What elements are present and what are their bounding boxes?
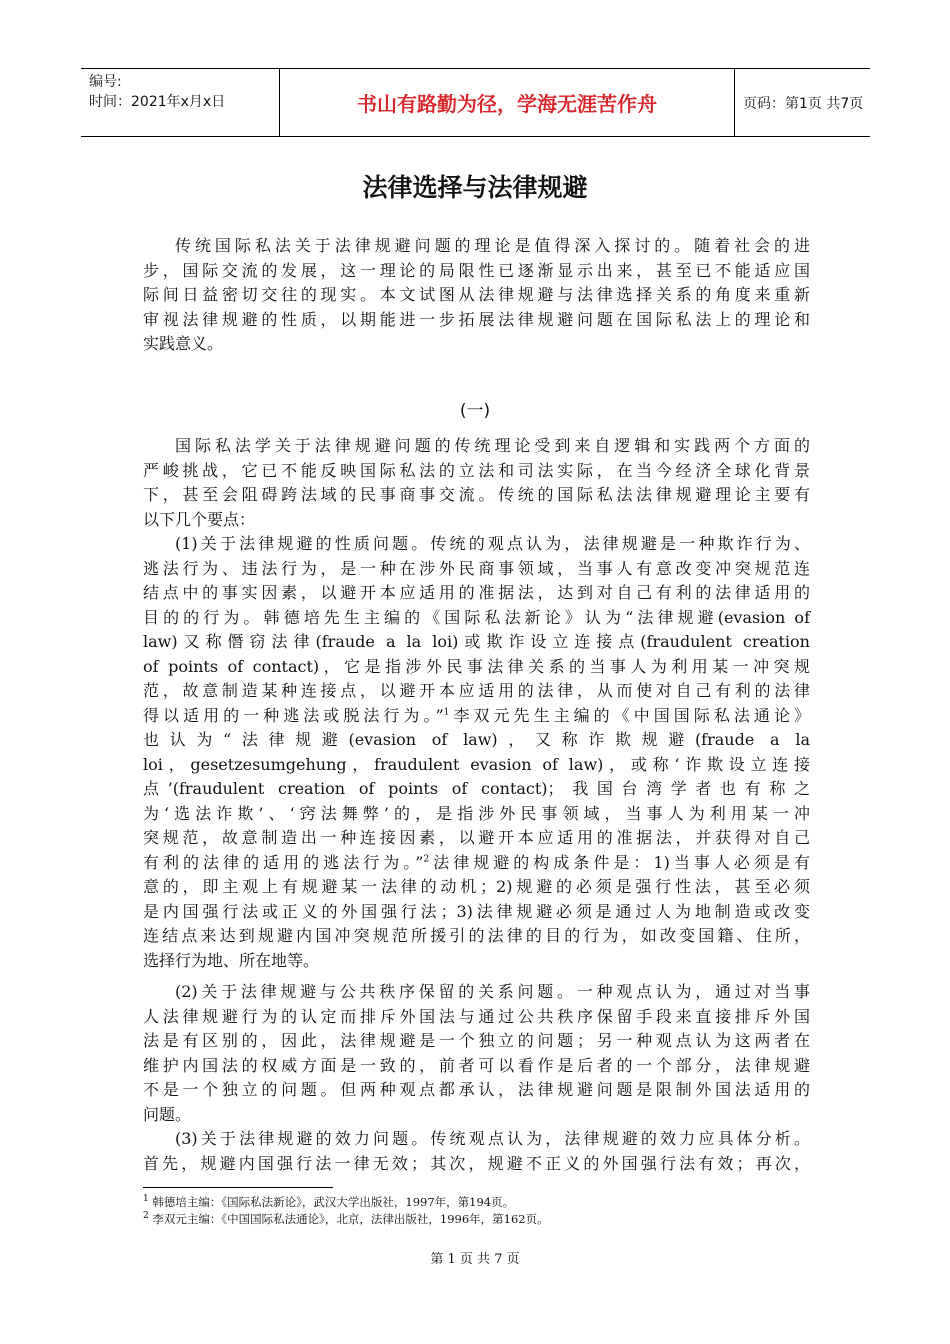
footnote-divider [143,1187,333,1188]
text-span: 得以适用的一种逃法或脱法行为。” [143,705,444,725]
document-title: 法律选择与法律规避 [362,173,588,202]
text-line: 是内国强行法或正义的外国强行法；3)法律规避必须是通过人为地制造或改变 [143,901,810,921]
text-span: 李双元先生主编的《中国国际私法通论》 [449,705,810,725]
text-line: 逃法行为、违法行为，是一种在涉外民商事领域，当事人有意改变冲突规范连 [143,558,810,578]
header-page-info: 页码：第1页 共7页 [743,95,864,112]
text-line: 也认为“法律规避(evasion of law)，又称诈欺规避(fraude a la [143,730,810,749]
text-line: 人法律规避行为的认定而排斥外国法与通过公共秩序保留手段来直接排斥外国 [143,1006,810,1026]
text-line: 以下几个要点： [143,509,256,529]
text-line: 法是有区别的，因此，法律规避是一个独立的问题；另一种观点认为这两者在 [143,1031,810,1050]
text-line: 意的，即主观上有规避某一法律的动机；2)规避的必须是强行性法，甚至必须 [143,877,810,896]
footnote-1 [143,1195,514,1210]
text-line: 不是一个独立的问题。但两种观点都承认，法律规避问题是限制外国法适用的 [143,1080,810,1099]
text-line-with-note [143,851,810,876]
text-line-with-note [143,704,810,729]
intro-paragraph [143,234,810,357]
text-line: (1)关于法律规避的性质问题。传统的观点认为，法律规避是一种欺诈行为、 [175,534,810,553]
footnote-ref-1: 1 [443,707,450,718]
page-footer: 第 1 页 共 7 页 [430,1252,520,1267]
paragraph-1 [143,434,810,532]
paragraph-2 [143,532,810,973]
text-line: 目的的行为。韩德培先生主编的《国际私法新论》认为“法律规避(evasion of [143,607,810,627]
text-line: 严峻挑战，它已不能反映国际私法的立法和司法实际，在当今经济全球化背景 [143,460,810,480]
text-line: 维护内国法的权威方面是一致的，前者可以看作是后者的一个部分，法律规避 [143,1055,810,1075]
text-line: 范，故意制造某种连接点，以避开本应适用的法律，从而使对自己有利的法律 [143,681,810,700]
text-line: 结点中的事实因素，以避开本应适用的准据法，达到对自己有利的法律适用的 [143,583,810,602]
text-line: 点’(fraudulent creation of points of contact)；我国台湾学者也有称之 [143,779,810,798]
text-line: 连结点来达到规避内国冲突规范所援引的法律的目的行为，如改变国籍、住所， [143,926,810,945]
footnote-ref-2: 2 [423,854,430,865]
text-line: (2)关于法律规避与公共秩序保留的关系问题。一种观点认为，通过对当事 [175,982,810,1001]
text-line: loi，gesetzesumgehung，fraudulent evasion of law)，或称‘诈欺设立连接 [143,754,810,774]
text-line: 首先，规避内国强行法一律无效；其次，规避不正义的外国强行法有效；再次， [143,1153,810,1173]
paragraph-3 [143,980,810,1127]
section-heading: (一) [459,401,491,421]
text-span: 法律规避的构成条件是：1)当事人必须是有 [429,852,810,872]
text-line: 际间日益密切交往的现实。本文试图从法律规避与法律选择关系的角度来重新 [143,285,810,304]
footnote-2 [143,1212,549,1227]
text-line: (3)关于法律规避的效力问题。传统观点认为，法律规避的效力应具体分析。 [175,1129,810,1148]
text-line: 传统国际私法关于法律规避问题的理论是值得深入探讨的。随着社会的进 [175,236,810,255]
text-line: 为‘选法诈欺’、‘窍法舞弊’的，是指涉外民事领域，当事人为利用某一冲 [143,803,810,823]
footnote-text: 李双元主编：《中国国际私法通论》，北京，法律出版社，1996年，第162页。 [152,1212,549,1226]
text-line: 国际私法学关于法律规避问题的传统理论受到来自逻辑和实践两个方面的 [175,436,810,455]
footnote-text: 韩德培主编：《国际私法新论》，武汉大学出版社，1997年，第194页。 [152,1195,515,1209]
time-label: 时间：2021年x月x日 [89,94,226,110]
footnote-mark: 2 [143,1211,149,1222]
number-label: 编号: [89,74,122,90]
text-line: law)又称僭窃法律(fraude a la loi)或欺诈设立连接点(fraudulent creation [143,632,810,651]
text-line: 选择行为地、所在地等。 [143,950,320,970]
text-line: 下，甚至会阻碍跨法域的民事商事交流。传统的国际私法法律规避理论主要有 [143,485,810,504]
paragraph-4 [143,1127,810,1176]
text-line: 步，国际交流的发展，这一理论的局限性已逐渐显示出来，甚至已不能适应国 [143,260,810,280]
text-span: 有利的法律的适用的逃法行为。” [143,852,424,872]
text-line: 问题。 [143,1104,192,1124]
text-line: 实践意义。 [143,334,224,353]
text-line: of points of contact)，它是指涉外民事法律关系的当事人为利用某一冲突规 [143,656,810,676]
header-motto: 书山有路勤为径，学海无涯苦作舟 [280,69,735,136]
document-header [81,68,870,137]
footnote-mark: 1 [143,1194,149,1205]
text-line: 突规范，故意制造出一种连接因素，以避开本应适用的准据法，并获得对自己 [143,828,810,847]
header-meta [81,69,280,136]
text-line: 审视法律规避的性质，以期能进一步拓展法律规避问题在国际私法上的理论和 [143,309,810,329]
